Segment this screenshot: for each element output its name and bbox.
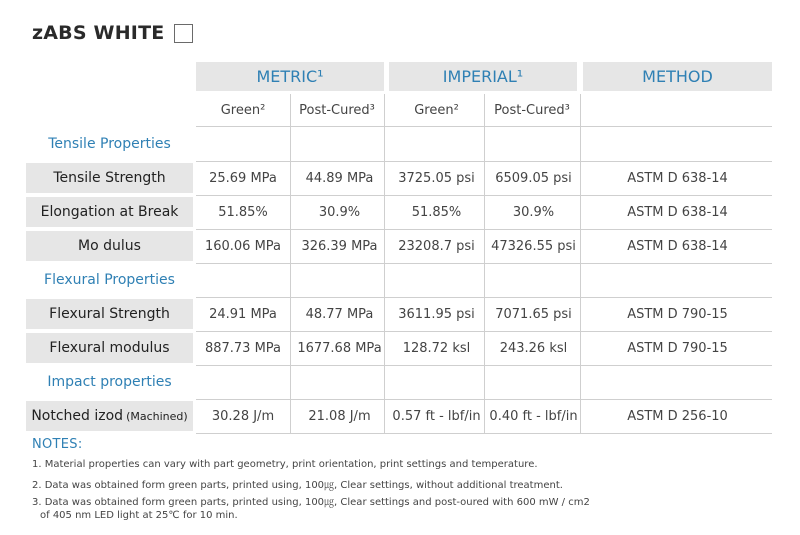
table-cell: 0.57 ft - lbf/in [392,408,481,424]
color-swatch [174,24,193,43]
row-label [26,163,193,193]
table-cell [484,365,583,399]
table-cell: 30.9% [512,204,555,220]
table-cell: 24.91 MPa [209,306,277,322]
table-cell: 51.85% [218,204,268,220]
row-label-text: Impact properties [47,374,172,390]
row-label-qualifier: (Machined) [126,409,188,423]
row-label [26,333,193,363]
table-cell: 21.08 J/m [308,408,371,424]
table-cell [196,127,290,161]
table-cell [290,365,389,399]
group-header-metric: METRIC¹ [196,62,384,91]
table-cell [484,127,583,161]
table-cell: 1677.68 MPa [297,340,382,356]
table-cell [583,127,772,161]
table-cell [196,365,290,399]
table-cell: ASTM D 256-10 [627,408,728,424]
note-2: 2. Data was obtained form green parts, printed using, 100㎍, Clear settings, without additional treatment. [32,480,563,491]
row-divider [196,433,772,434]
table-cell: 6509.05 psi [495,170,572,186]
material-name: zABS WHITE [32,22,165,44]
row-label-text: Elongation at Break [40,204,179,220]
table-cell [583,365,772,399]
table-cell: 160.06 MPa [204,238,282,254]
row-label-text: Flexural Strength [49,306,170,322]
table-cell: 51.85% [411,204,462,220]
notes-title: NOTES: [32,437,83,452]
group-header-method: METHOD [583,62,772,91]
row-label [26,197,193,227]
table-cell: ASTM D 790-15 [627,340,728,356]
table-cell: 44.89 MPa [305,170,374,186]
page-title [32,22,193,44]
table-cell: ASTM D 638-14 [627,238,728,254]
table-cell [389,263,484,297]
table-cell: 7071.65 psi [495,306,572,322]
table-cell: 3725.05 psi [398,170,475,186]
row-label [26,299,193,329]
group-header-imperial: IMPERIAL¹ [389,62,577,91]
table-cell: ASTM D 638-14 [627,204,728,220]
table-cell [484,263,583,297]
row-label [26,231,193,261]
table-cell: 30.9% [318,204,361,220]
table-cell [389,365,484,399]
subheader-imperial-postcured: Post-Cured³ [494,102,570,118]
note-3-continued: of 405 nm LED light at 25℃ for 10 min. [40,510,238,521]
row-label-text: Flexural modulus [49,340,170,356]
row-label [26,401,193,431]
section-label [26,367,193,397]
subheader-metric-green: Green² [220,102,266,118]
table-cell: 48.77 MPa [305,306,374,322]
row-label-text: Tensile Properties [48,136,171,152]
table-cell [290,127,389,161]
table-cell: 128.72 ksl [402,340,471,356]
subheader-imperial-green: Green² [414,102,459,118]
table-cell: ASTM D 638-14 [627,170,728,186]
row-label-text: Mo dulus [78,238,141,254]
table-cell: 3611.95 psi [398,306,475,322]
table-cell: 326.39 MPa [301,238,378,254]
table-cell [290,263,389,297]
subheader-metric-postcured: Post-Cured³ [299,102,375,118]
row-label-text: Tensile Strength [53,170,166,186]
section-label [26,129,193,159]
row-label-text: Flexural Properties [44,272,175,288]
table-cell: 25.69 MPa [209,170,277,186]
note-1: 1. Material properties can vary with part geometry, print orientation, print settings and temperature. [32,459,538,470]
row-label-text: Notched izod [31,408,124,424]
table-cell: 243.26 ksl [499,340,568,356]
table-cell: 23208.7 psi [398,238,475,254]
section-label [26,265,193,295]
table-cell: 47326.55 psi [491,238,576,254]
table-cell [389,127,484,161]
table-cell [583,263,772,297]
table-cell: 887.73 MPa [204,340,282,356]
table-cell: 0.40 ft - lbf/in [489,408,578,424]
table-cell [196,263,290,297]
table-cell: ASTM D 790-15 [627,306,728,322]
note-3: 3. Data was obtained form green parts, printed using, 100㎍, Clear settings and post-oured with 600 mW / cm2 [32,497,590,508]
table-cell: 30.28 J/m [211,408,275,424]
